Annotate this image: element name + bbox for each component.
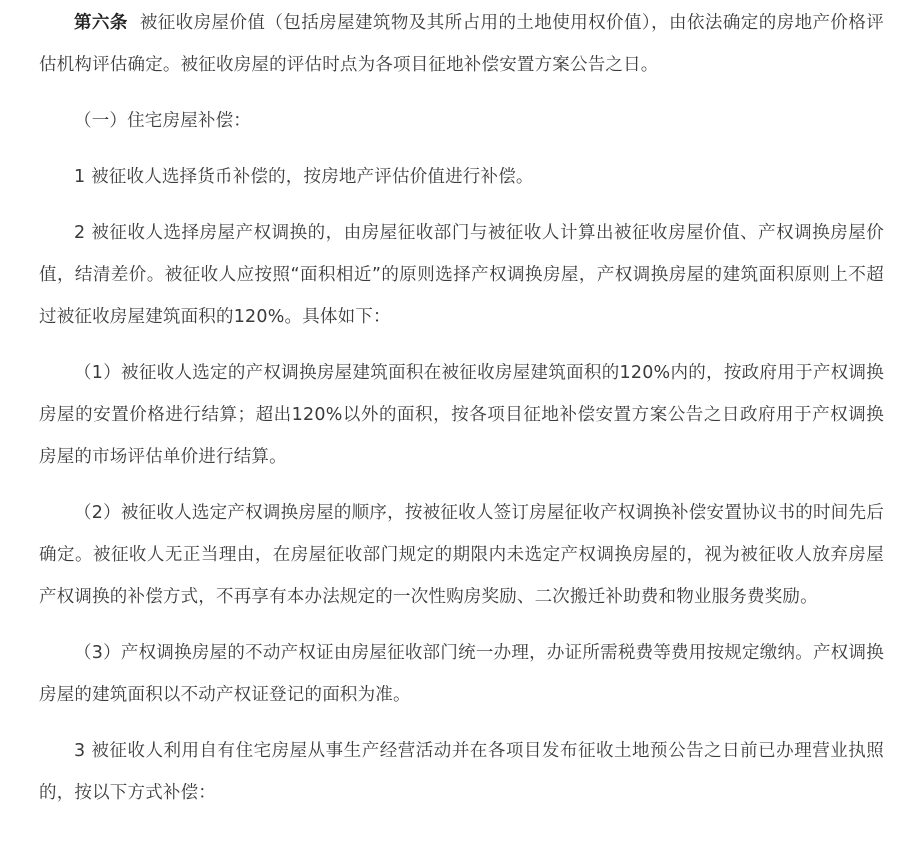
item-3: 3 被征收人利用自有住宅房屋从事生产经营活动并在各项目发布征收土地预公告之日前已办理营业执照的，按以下方式补偿： (39, 741, 884, 803)
article-paragraph (39, 2, 884, 86)
sub-item-2: （2）被征收人选定产权调换房屋的顺序，按被征收人签订房屋征收产权调换补偿安置协议书的时间先后确定。被征收人无正当理由，在房屋征收部门规定的期限内未选定产权调换房屋的，视为被征收人放弃房屋产权调换的补偿方式，不再享有本办法规定的一次性购房奖励、二次搬迁补助费和物业服务费奖励。 (39, 503, 884, 607)
item-1: 1 被征收人选择货币补偿的，按房地产评估价值进行补偿。 (74, 167, 534, 187)
item-2: 2 被征收人选择房屋产权调换的，由房屋征收部门与被征收人计算出被征收房屋价值、产权调换房屋价值，结清差价。被征收人应按照“面积相近”的原则选择产权调换房屋，产权调换房屋的建筑面积原则上不超过被征收房屋建筑面积的120%。具体如下： (39, 223, 884, 327)
document-body (39, 0, 884, 814)
article-intro: 被征收房屋价值（包括房屋建筑物及其所占用的土地使用权价值），由依法确定的房地产价格评估机构评估确定。被征收房屋的评估时点为各项目征地补偿安置方案公告之日。 (39, 13, 884, 75)
section-title: （一）住宅房屋补偿： (74, 111, 251, 131)
sub-item-1: （1）被征收人选定的产权调换房屋建筑面积在被征收房屋建筑面积的120%内的，按政府用于产权调换房屋的安置价格进行结算；超出120%以外的面积，按各项目征地补偿安置方案公告之日政府用于产权调换房屋的市场评估单价进行结算。 (39, 363, 884, 467)
sub-item-3: （3）产权调换房屋的不动产权证由房屋征收部门统一办理，办证所需税费等费用按规定缴纳。产权调换房屋的建筑面积以不动产权证登记的面积为准。 (39, 643, 884, 705)
article-heading: 第六条 (74, 13, 128, 33)
